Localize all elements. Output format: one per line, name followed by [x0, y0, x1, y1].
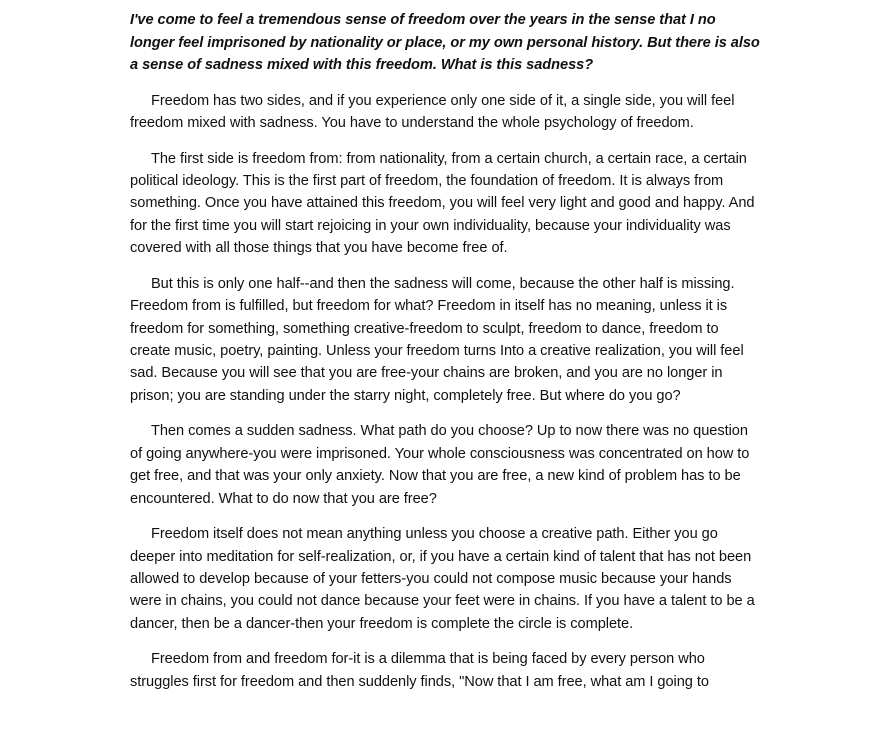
paragraph: Freedom from and freedom for-it is a dilemma that is being faced by every person who struggles first for freedom and then suddenly finds, "Now that I am free, what am I going to	[130, 651, 709, 690]
paragraph: But this is only one half--and then the sadness will come, because the other half is missing. Freedom from is fulfilled, but freedom for what? Freedom in itself has no meaning, unless it is freedom for something, something creative-freedom to sculpt, freedom to dance, freedom to create music, poetry, painting. Unless your freedom turns Into a creative realization, you will feel sad. Because you will see that you are free-your chains are broken, and you are no longer in prison; you are standing under the starry night, completely free. But where do you go?	[130, 275, 744, 404]
paragraph: The first side is freedom from: from nationality, from a certain church, a certain race, a certain political ideology. This is the first part of freedom, the foundation of freedom. It is always from something. Once you have attained this freedom, you will feel very light and good and happy. And for the first time you will start rejoicing in your own individuality, because your individuality was covered with all those things that you have become free of.	[130, 150, 755, 257]
paragraph: Freedom has two sides, and if you experience only one side of it, a single side, you will feel freedom mixed with sadness. You have to understand the whole psychology of freedom.	[130, 92, 735, 131]
document-page	[130, 9, 760, 706]
paragraph: Then comes a sudden sadness. What path do you choose? Up to now there was no question of going anywhere-you were imprisoned. Your whole consciousness was concentrated on how to get free, and that was your only anxiety. Now that you are free, a new kind of problem has to be encountered. What to do now that you are free?	[130, 423, 750, 507]
paragraph: Freedom itself does not mean anything unless you choose a creative path. Either you go deeper into meditation for self-realization, or, if you have a certain kind of talent that has not been allowed to develop because of your fetters-you could not compose music because your hands were in chains, you could not dance because your feet were in chains. If you have a talent to be a dancer, then be a dancer-then your freedom is complete the circle is complete.	[130, 526, 755, 632]
question-text: I've come to feel a tremendous sense of freedom over the years in the sense that I no longer feel imprisoned by nationality or place, or my own personal history. But there is also a sense of sadness mixed with this freedom. What is this sadness?	[130, 12, 760, 73]
